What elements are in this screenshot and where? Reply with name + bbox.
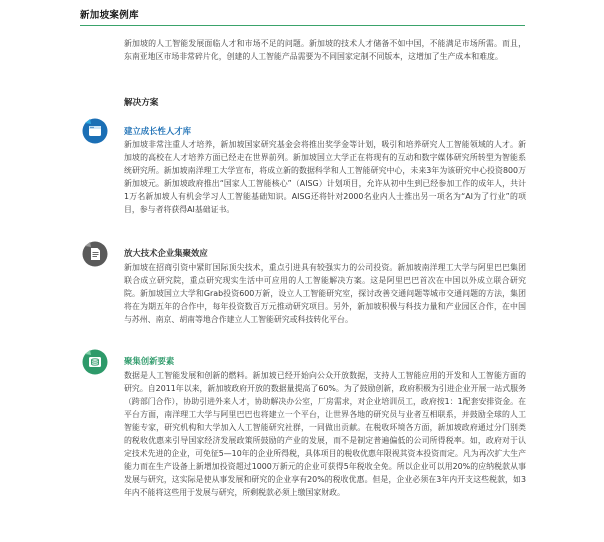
intro-paragraph: 新加坡的人工智能发展面临人才和市场不足的问题。新加坡的技术人才储备不如中国，不能满足市场所需。而且，东南亚地区市场非常碎片化，创建的人工智能产品需要为不同国家定制不同版本，这增加了生产成本和难度。	[124, 39, 526, 61]
solution-title-talent: 建立成长性人才库	[124, 126, 191, 136]
page-header	[80, 0, 525, 26]
window-icon	[82, 118, 108, 144]
page-title: 新加坡案例库	[80, 10, 139, 21]
solution-text-talent: 新加坡非常注重人才培养，新加坡国家研究基金会将推出奖学金等计划，吸引和培养研究人工智能领域的人才。新加坡的高校在人才培养方面已经走在世界前列。新加坡国立大学正在将现有的互动和数字媒体研究所转型为智能系统研究所。新加坡南洋理工大学宣布，将成立新的数据科学和人工智能研究中心，未来3年为该研究中心投资800万新加坡元。新加坡政府推出“国家人工智能核心”（AISG）计划项目，允许从初中生到已经参加工作的成年人，共计1万名新加坡人有机会学习人工智能基础知识。AISG还将针对2000名业内人士推出另一项名为“AI为了行业”的项目，参与者将获得AI基础证书。	[124, 140, 526, 214]
solution-title-innovation: 聚集创新要素	[124, 356, 175, 366]
solution-text-innovation: 数据是人工智能发展和创新的燃料。新加坡已经开始向公众开放数据，支持人工智能应用的开发和人工智能方面的研究。自2011年以来，新加坡政府开放的数据量提高了60%。为了鼓励创新，政府积极为引进企业开展一站式服务（跨部门合作），协助引进外来人才，协助解决办公室，厂房需求，对企业培训员工，政府按1：1配套安排资金。在平台方面，南洋理工大学与阿里巴巴也将建立一个平台，让世界各地的研究员与业者互相联系，并鼓励全球的人工智能专家，研究机构和大学加入人工智能研究社群，一同做出贡献。在税收环境各方面，新加坡政府通过分门别类的税收优惠来引导国家经济发展政策所鼓励的产业的发展，而不是制定普遍偏低的公司所得税率。如，政府对于认定技术先进的企业，可免征5—10年的企业所得税，具体项目的税收优惠年限视其资本投资而定。凡为再次扩大生产能力而在生产设备上新增加投资超过1000万新元的企业可获得5年税收全免。所以企业可以用20%的应纳税款从事发展与研究，这实际是使从事发展和研究的企业享有20%的税收优惠。但是，企业必须在3年内开支这些税款，如3年内不能将这些用于发展与研究，所剩税款必须上缴国家财政。	[124, 371, 526, 497]
solutions-heading: 解决方案	[124, 98, 159, 108]
solution-text-cluster: 新加坡在招商引资中紧盯国际顶尖技术，重点引进具有较强实力的公司投资。新加坡南洋理工大学与阿里巴巴集团联合成立研究院，重点研究现实生活中可应用的人工智能解决方案。这是阿里巴巴首次在中国以外成立联合研究院。新加坡国立大学和Grab投资600万新，设立人工智能研究室，探讨改善交通问题等城市交通问题的方法，集团将在为期五年的合作中，每年投资数百万元推动研究项目。另外，新加坡积极与科技力量和产业园区合作，在中国与苏州、南京、胡南等地合作建立人工智能研究或科技转化平台。	[124, 263, 526, 324]
header-divider	[80, 25, 525, 26]
database-icon	[82, 349, 108, 375]
solution-title-cluster: 放大技术企业集聚效应	[124, 248, 208, 258]
document-icon	[82, 241, 108, 267]
